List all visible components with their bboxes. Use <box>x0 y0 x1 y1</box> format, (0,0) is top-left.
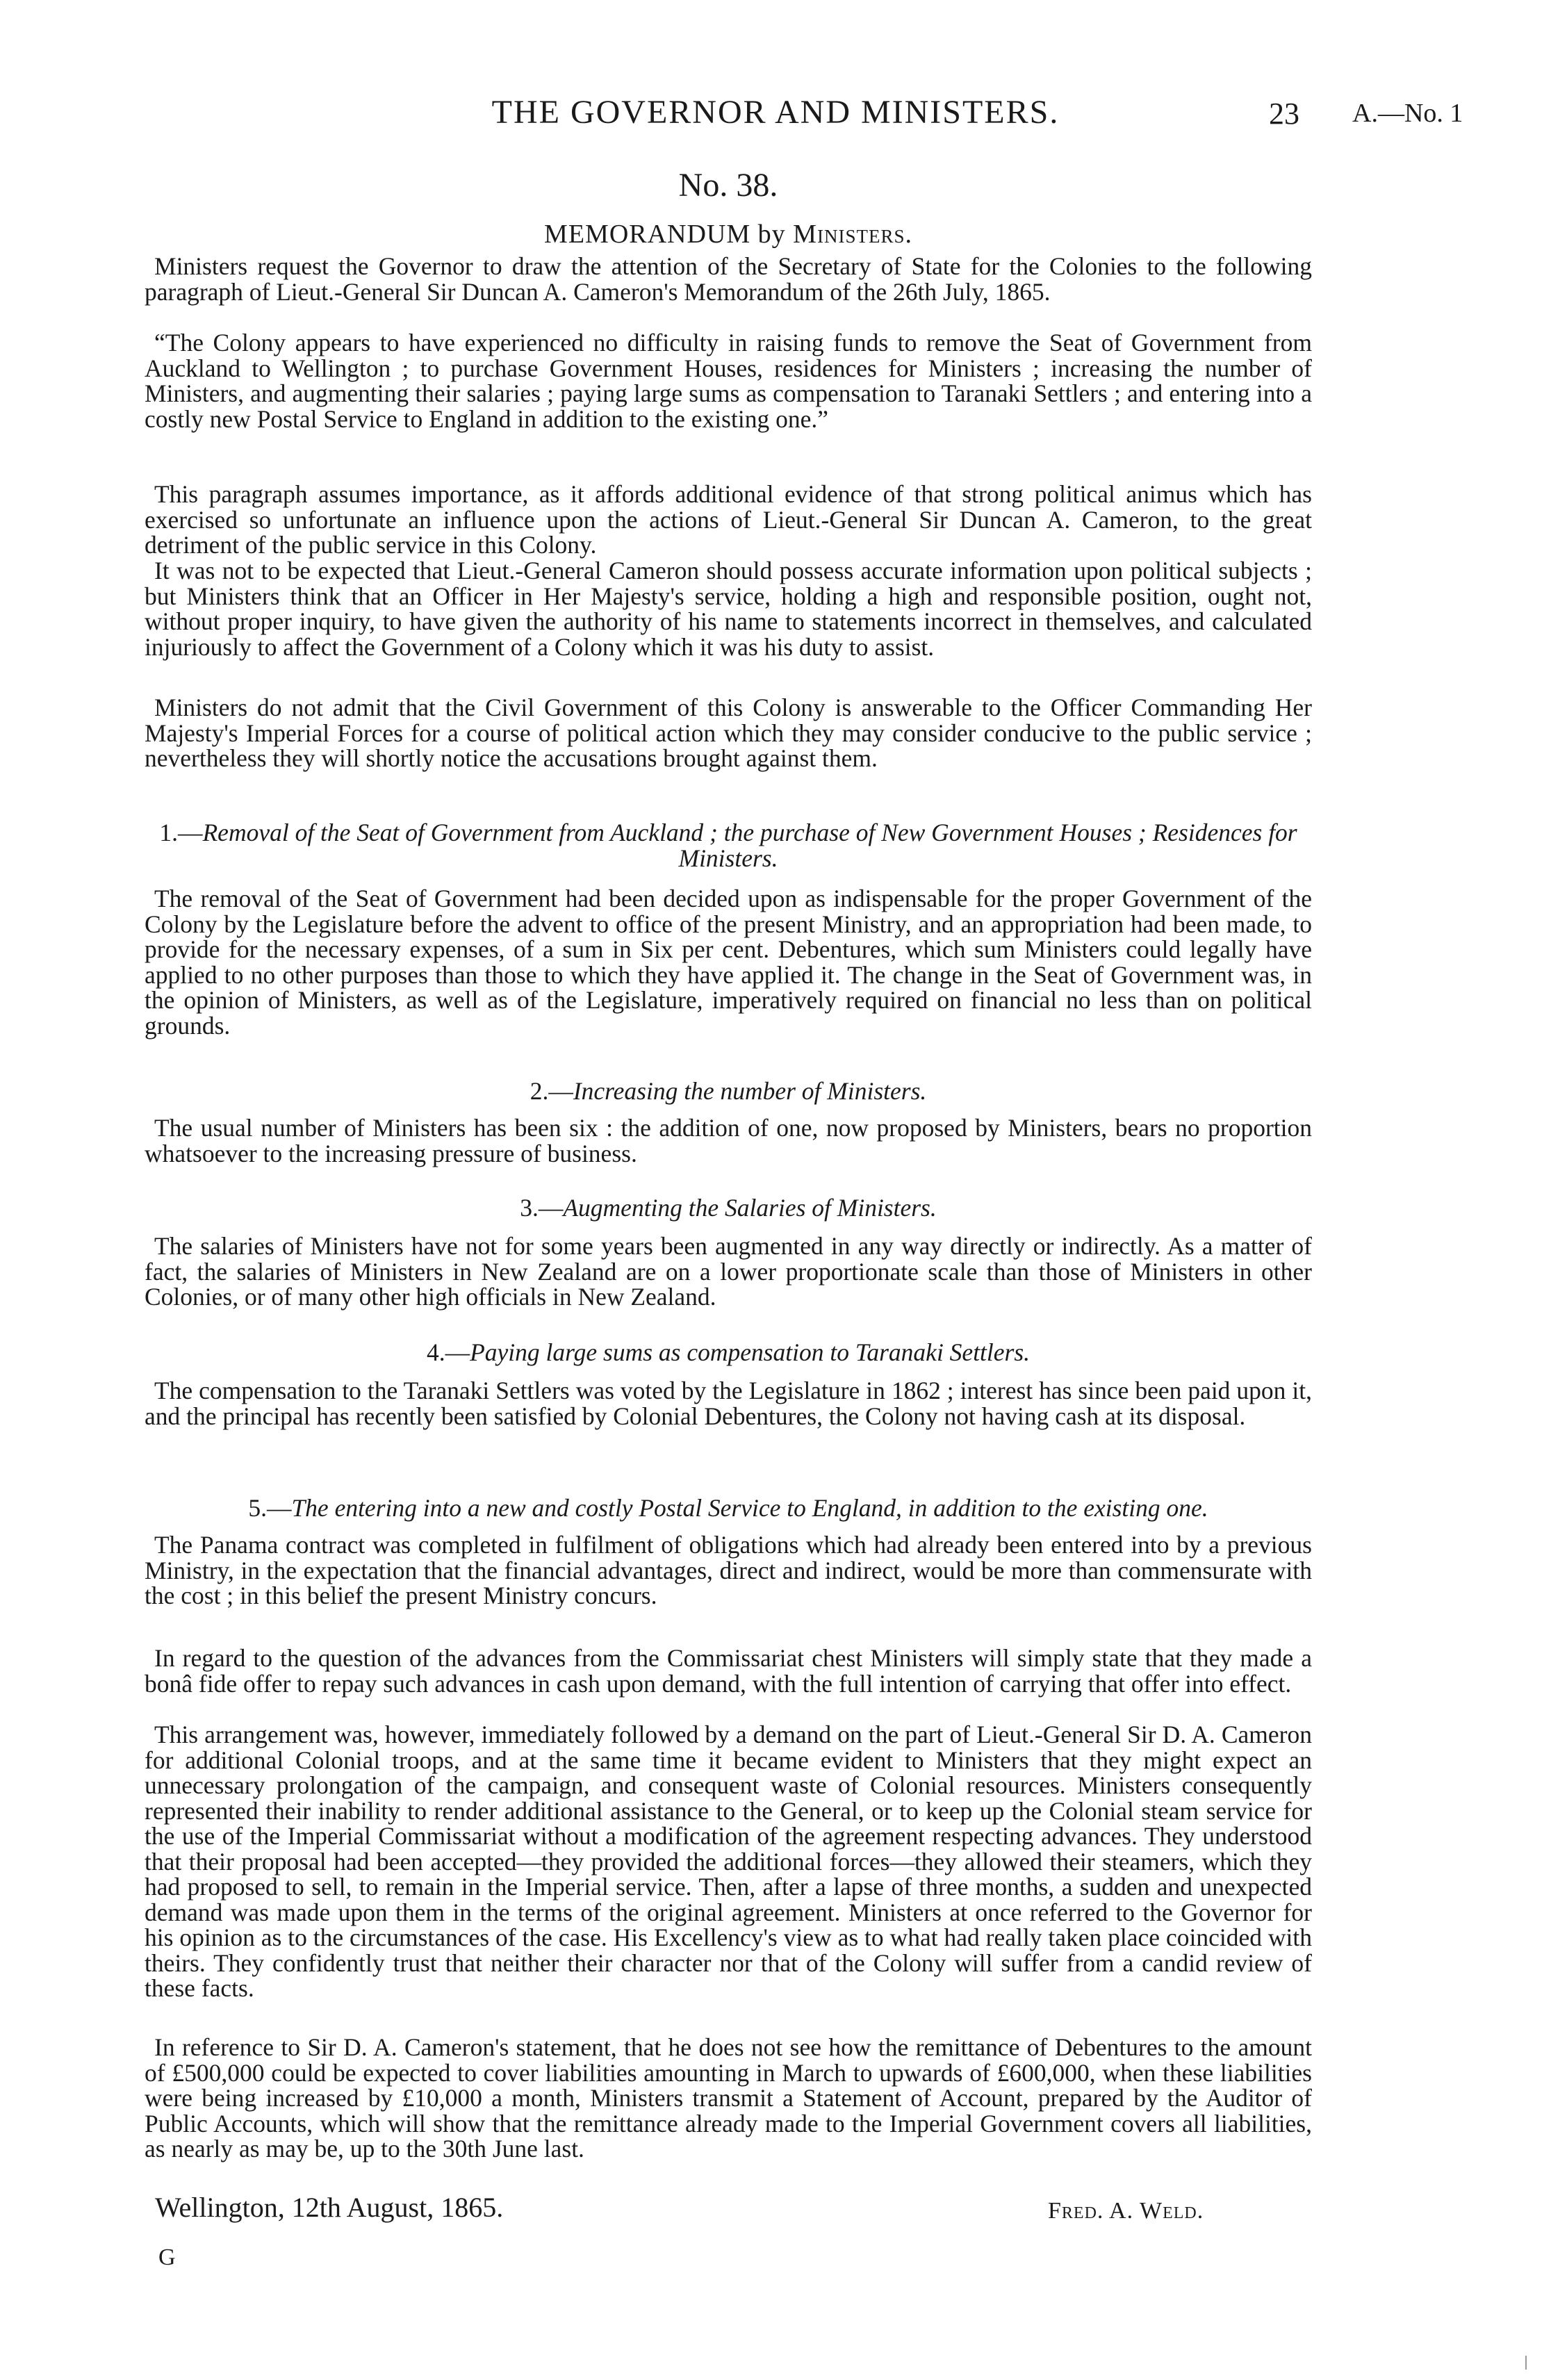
section-title-2: Increasing the number of Ministers. <box>573 1077 927 1105</box>
section-heading-2 <box>145 1078 1312 1104</box>
section-number-2: 2.— <box>530 1077 573 1105</box>
section-number-1: 1.— <box>159 819 203 846</box>
section-body-3: The salaries of Ministers have not for some years been augmented in any way directly or indirectly. As a matter of fact, the salaries of Ministers in New Zealand are on a lower proportionate scale than those of Ministers in other Colonies, or of many other high officials in New Zealand. <box>145 1232 1312 1311</box>
section-heading-1 <box>145 820 1312 871</box>
memo-by: by <box>757 220 786 249</box>
paragraph-animus: This paragraph assumes importance, as it affords additional evidence of that strong political animus which has exercised so unfortunate an influence upon the actions of Lieut.-General Sir Duncan A. Cameron, to the great detriment of the public service in this Colony. <box>145 480 1312 559</box>
section-title-1: Removal of the Seat of Government from Auckland ; the purchase of New Government Houses ; Residences for Ministers. <box>202 819 1297 872</box>
section-body-2: The usual number of Ministers has been six : the addition of one, now proposed by Ministers, bears no proportion whatsoever to the increasing pressure of business. <box>145 1114 1312 1167</box>
page-number: 23 <box>1269 97 1299 131</box>
section-heading-5 <box>145 1495 1312 1521</box>
section-heading-3 <box>145 1195 1312 1221</box>
signature: Fred. A. Weld. <box>1048 2198 1204 2224</box>
section-heading-4 <box>145 1340 1312 1365</box>
paper-number: No. 38. <box>678 167 778 204</box>
signature-mark: G <box>158 2244 176 2270</box>
paragraph-accurate-information: It was not to be expected that Lieut.-General Cameron should possess accurate information upon political subjects ; but Ministers think that an Officer in Her Majesty's service, holding a high and responsible position, ought not, without proper inquiry, to have given the authority of his name to statements incorrect in themselves, and calculated injuriously to affect the Government of a Colony which it was his duty to assist. <box>145 557 1312 661</box>
paper-reference: A.—No. 1 <box>1352 99 1463 128</box>
closing-paragraph-arrangement: This arrangement was, however, immediately followed by a demand on the part of Lieut.-General Sir D. A. Cameron for additional Colonial troops, and at the same time it became evident to Ministers that they might expect an unnecessary prolongation of the campaign, and consequent waste of Colonial resources. Ministers consequently represented their inability to render additional assistance to the General, or to keep up the Colonial steam service for the use of the Imperial Commissariat without a modification of the agreement respecting advances. They understood that their proposal had been accepted—they provided the additional forces—they allowed their steamers, which they had proposed to sell, to remain in the Imperial service. Then, after a lapse of three months, a sudden and unexpected demand was made upon them in the terms of the original agreement. Ministers at once referred to the Governor for his opinion as to the circumstances of the case. His Excellency's view as to what had really taken place coincided with theirs. They confidently trust that neither their character nor that of the Colony will suffer from a candid review of these facts. <box>145 1721 1312 2002</box>
section-title-5: The entering into a new and costly Postal Service to England, in addition to the existing one. <box>291 1494 1208 1522</box>
quoted-paragraph: “The Colony appears to have experienced no difficulty in raising funds to remove the Seat of Government from Auckland to Wellington ; to purchase Government Houses, residences for Ministers ; increasing the number of Ministers, and augmenting their salaries ; paying large sums as compensation to Taranaki Settlers ; and entering into a costly new Postal Service to England in addition to the existing one.” <box>145 329 1312 433</box>
memo-heading <box>145 221 1312 247</box>
closing-paragraph-remittance: In reference to Sir D. A. Cameron's statement, that he does not see how the remittance of Debentures to the amount of £500,000 could be expected to cover liabilities amounting in March to upwards of £600,000, when these liabilities were being increased by £10,000 a month, Ministers transmit a Statement of Account, prepared by the Auditor of Public Accounts, which will show that the remittance already made to the Imperial Government covers all liabilities, as nearly as may be, up to the 30th June last. <box>145 2033 1312 2162</box>
section-body-4: The compensation to the Taranaki Settlers was voted by the Legislature in 1862 ; interest has since been paid upon it, and the principal has recently been satisfied by Colonial Debentures, the Colony not having cash at its disposal. <box>145 1377 1312 1430</box>
section-number-3: 3.— <box>520 1194 564 1222</box>
section-title-3: Augmenting the Salaries of Ministers. <box>563 1194 937 1222</box>
place-date: Wellington, 12th August, 1865. <box>155 2192 504 2223</box>
running-title: THE GOVERNOR AND MINISTERS. <box>491 94 1060 131</box>
section-number-4: 4.— <box>426 1338 470 1366</box>
section-title-4: Paying large sums as compensation to Taranaki Settlers. <box>470 1338 1031 1366</box>
margin-mark <box>1525 2356 1527 2370</box>
closing-paragraph-advances: In regard to the question of the advances from the Commissariat chest Ministers will simply state that they made a bonâ fide offer to repay such advances in cash upon demand, with the full intention of carrying that offer into effect. <box>145 1644 1312 1698</box>
section-body-5: The Panama contract was completed in fulfilment of obligations which had already been entered into by a previous Ministry, in the expectation that the financial advantages, direct and indirect, would be more than commensurate with the cost ; in this belief the present Ministry concurs. <box>145 1531 1312 1609</box>
memo-title: MEMORANDUM <box>544 220 751 249</box>
memo-author: Ministers. <box>793 220 912 249</box>
intro-paragraph: Ministers request the Governor to draw the attention of the Secretary of State for the Colonies to the following paragraph of Lieut.-General Sir Duncan A. Cameron's Memorandum of the 26th July, 1865. <box>145 252 1312 306</box>
section-body-1: The removal of the Seat of Government had been decided upon as indispensable for the proper Government of the Colony by the Legislature before the advent to office of the present Ministry, and an appropriation had been made, to provide for the necessary expenses, of a sum in Six per cent. Debentures, which sum Ministers could legally have applied to no other purposes than those to which they have applied it. The change in the Seat of Government was, in the opinion of Ministers, as well as of the Legislature, imperatively required on financial no less than on political grounds. <box>145 885 1312 1040</box>
section-number-5: 5.— <box>248 1494 292 1522</box>
paragraph-civil-government: Ministers do not admit that the Civil Government of this Colony is answerable to the Officer Commanding Her Majesty's Imperial Forces for a course of political action which they may consider conducive to the public service ; nevertheless they will shortly notice the accusations brought against them. <box>145 694 1312 772</box>
